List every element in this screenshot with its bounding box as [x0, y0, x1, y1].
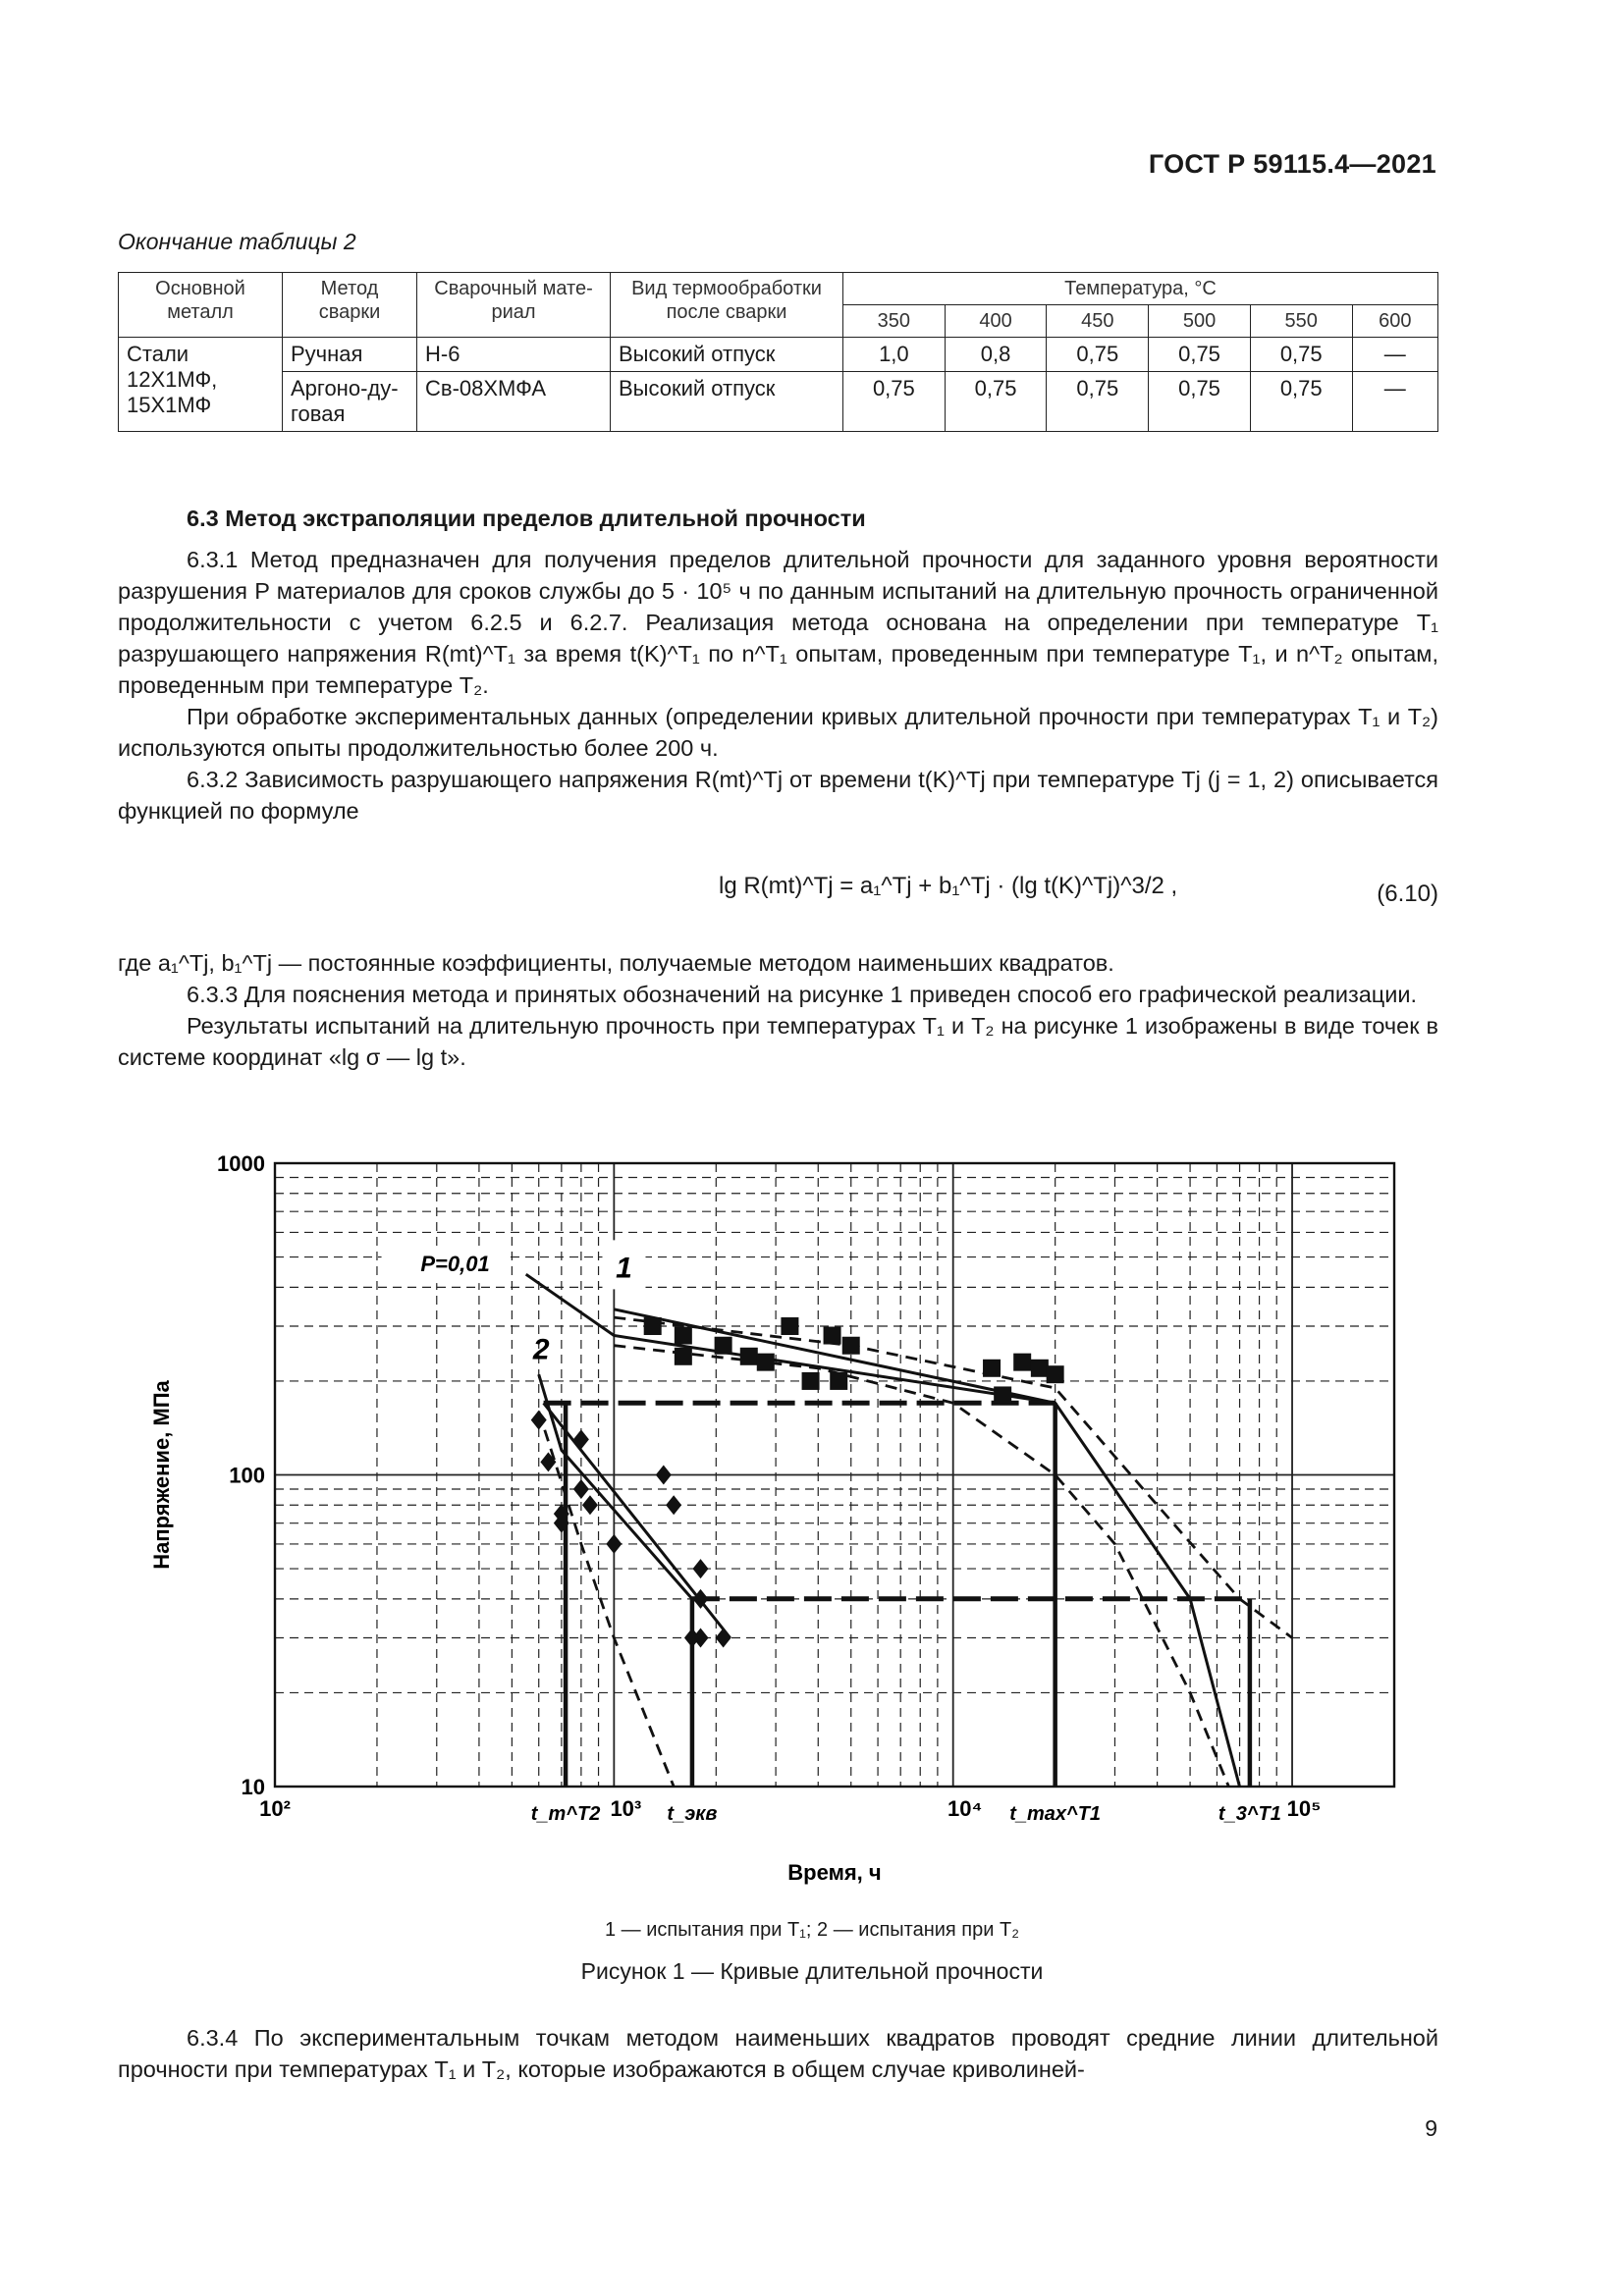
data-point-square [644, 1317, 662, 1335]
cell-value: 0,75 [1047, 372, 1149, 432]
data-point-diamond [693, 1629, 709, 1648]
cell-treatment: Высокий отпуск [611, 372, 843, 432]
data-point-diamond [573, 1429, 589, 1449]
cell-value: 0,75 [945, 372, 1047, 432]
formula: lg R(mt)^Tj = a₁^Tj + b₁^Tj · (lg t(K)^Tj)^3/2 , [719, 873, 1178, 899]
data-point-square [740, 1348, 758, 1365]
paragraph-633b: Результаты испытаний на длительную прочность при температурах T₁ и T₂ на рисунке 1 изображены в виде точек в системе координат «lg σ — lg t». [118, 1013, 1438, 1070]
data-point-square [802, 1372, 820, 1390]
paragraph-632: 6.3.2 Зависимость разрушающего напряжения R(mt)^Tj от времени t(K)^Tj при температуре Tj (j = 1, 2) описывается функцией по формуле [118, 767, 1438, 824]
y-tick-label: 1000 [217, 1151, 265, 1176]
p-label: P=0,01 [420, 1252, 490, 1277]
header-temp: 500 [1149, 305, 1251, 338]
cell-material: Св-08ХМФА [417, 372, 611, 432]
cell-treatment: Высокий отпуск [611, 338, 843, 372]
x-annotation-label: t_max^T1 [1009, 1803, 1102, 1825]
paragraph-631: 6.3.1 Метод предназначен для получения пределов длительной прочности для заданного уровня вероятности разрушения P материалов для сроков службы до 5 · 10⁵ ч по данным испытаний на длительную прочность ограниченной продолжительности с учетом 6.2.5 и 6.2.7. Реализация метода основана на определении при температуре T₁ разрушающего напряжения R(mt)^T₁ за время t(K)^T₁ по n^T₁ опытам, проведенным при температуре T₁, и n^T₂ опытам, проведенным при температуре T₂. [118, 547, 1438, 698]
section-title: 6.3 Метод экстраполяции пределов длительной прочности [187, 506, 866, 531]
curve-2-label: 2 [532, 1333, 550, 1366]
y-tick-label: 100 [229, 1463, 265, 1488]
x-tick-label: 10⁴ [947, 1796, 983, 1821]
data-point-diamond [573, 1479, 589, 1499]
formula-line [118, 859, 1438, 918]
data-point-diamond [582, 1495, 598, 1515]
page-number: 9 [1425, 2115, 1437, 2141]
cell-value: 1,0 [843, 338, 946, 372]
data-point-square [675, 1348, 692, 1365]
y-tick-label: 10 [241, 1775, 265, 1799]
data-point-square [842, 1337, 860, 1355]
cell-method: Ручная [283, 338, 417, 372]
table-caption: Окончание таблицы 2 [118, 229, 356, 254]
cell-method: Аргоно-ду-говая [283, 372, 417, 432]
data-point-diamond [531, 1411, 547, 1430]
data-point-square [830, 1372, 847, 1390]
cell-value: 0,75 [843, 372, 946, 432]
curve-1-label: 1 [616, 1252, 632, 1285]
x-annotation-label: t_экв [667, 1803, 718, 1825]
paragraph-634-block [118, 2022, 1438, 2085]
x-tick-label: 10² [259, 1796, 291, 1821]
table-row [119, 338, 1438, 372]
header-temp: 550 [1250, 305, 1352, 338]
strength-chart [147, 1139, 1453, 1904]
formula-number: (6.10) [1377, 881, 1438, 907]
data-point-diamond [716, 1629, 731, 1648]
data-point-square [994, 1386, 1011, 1404]
data-point-diamond [666, 1495, 681, 1515]
welding-table [118, 272, 1438, 432]
data-point-square [1031, 1360, 1049, 1377]
section-block [118, 503, 1438, 827]
data-point-square [675, 1327, 692, 1345]
cell-value: 0,75 [1149, 372, 1251, 432]
cell-value: — [1352, 372, 1437, 432]
chart-series [526, 1274, 1292, 1787]
cell-value: 0,75 [1047, 338, 1149, 372]
data-point-square [715, 1337, 732, 1355]
chart-grid [149, 1151, 1394, 1885]
y-axis-label: Напряжение, МПа [149, 1380, 174, 1570]
data-point-diamond [693, 1559, 709, 1578]
header-material: Сварочный мате-риал [417, 273, 611, 338]
paragraph-block [118, 947, 1438, 1073]
header-temp: 350 [843, 305, 946, 338]
header-temperature: Температура, °С [843, 273, 1438, 305]
figure-legend: 1 — испытания при T₁; 2 — испытания при T₂ [605, 1919, 1019, 1941]
header-base-metal: Основной металл [119, 273, 283, 338]
figure-caption: Рисунок 1 — Кривые длительной прочности [580, 1958, 1044, 1984]
data-point-square [824, 1327, 841, 1345]
cell-value: 0,8 [945, 338, 1047, 372]
data-point-diamond [656, 1466, 672, 1485]
x-annotation-label: t_3^T1 [1218, 1803, 1281, 1825]
x-tick-label: 10⁵ [1286, 1796, 1322, 1821]
data-point-square [983, 1360, 1001, 1377]
data-point-square [781, 1317, 798, 1335]
x-axis-label: Время, ч [787, 1860, 882, 1885]
data-point-diamond [606, 1534, 622, 1554]
data-point-square [1013, 1354, 1031, 1371]
header-temp: 450 [1047, 305, 1149, 338]
table-row [119, 372, 1438, 432]
header-temp: 600 [1352, 305, 1437, 338]
paragraph-634: 6.3.4 По экспериментальным точкам методом наименьших квадратов проводят средние линии длительной прочности при температурах T₁ и T₂, которые изображаются в общем случае криволиней- [118, 2025, 1438, 2082]
paragraph-632b: где a₁^Tj, b₁^Tj — постоянные коэффициенты, получаемые методом наименьших квадратов. [118, 950, 1114, 976]
cell-material: Н-6 [417, 338, 611, 372]
header-temp: 400 [945, 305, 1047, 338]
x-annotation-label: t_m^T2 [530, 1803, 601, 1825]
header-treatment: Вид термообработки после сварки [611, 273, 843, 338]
x-tick-label: 10³ [610, 1796, 642, 1821]
cell-base-metal: Стали 12Х1МФ, 15Х1МФ [119, 338, 283, 432]
cell-value: 0,75 [1250, 372, 1352, 432]
paragraph-631b: При обработке экспериментальных данных (определении кривых длительной прочности при температурах T₁ и T₂) используются опыты продолжительностью более 200 ч. [118, 704, 1438, 761]
cell-value: — [1352, 338, 1437, 372]
data-point-square [757, 1354, 775, 1371]
header-method: Метод сварки [283, 273, 417, 338]
document-code: ГОСТ Р 59115.4—2021 [1148, 149, 1436, 179]
paragraph-633: 6.3.3 Для пояснения метода и принятых обозначений на рисунке 1 приведен способ его графической реализации. [187, 982, 1418, 1007]
data-point-square [1047, 1365, 1064, 1383]
cell-value: 0,75 [1250, 338, 1352, 372]
cell-value: 0,75 [1149, 338, 1251, 372]
